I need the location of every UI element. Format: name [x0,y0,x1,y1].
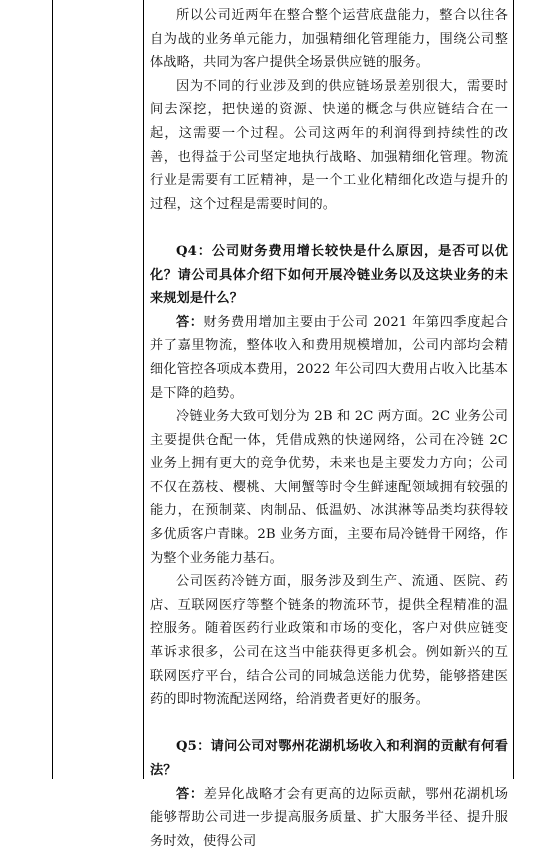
answer-label: 答： [176,786,204,802]
spacer [150,216,508,240]
answer-q4 [150,311,508,405]
table-column-divider [143,0,144,779]
paragraph: 公司医药冷链方面，服务涉及到生产、流通、医院、药店、互联网医疗等整个链条的物流环节，提供全程精准的温控服务。随着医药行业政策和市场的变化，客户对供应链变革诉求很多，公司在这当中能获得更多机会。例如新兴的互联网医疗平台，结合公司的同城急送能力优势，能够搭建医药的即时物流配送网络，给消费者更好的服务。 [150,574,508,708]
answer-text: 差异化战略才会有更高的边际贡献，鄂州花湖机场能够帮助公司进一步提高服务质量、扩大服务半径、提升服务时效，使得公司 [150,786,508,849]
paragraph: 因为不同的行业涉及到的供应链场景差别很大，需要时间去深挖，把快递的资源、快递的概念与供应链结合在一起，这需要一个过程。公司这两年的利润得到持续性的改善，也得益于公司坚定地执行战略、加强精细化管理。物流行业是需要有工匠精神，是一个工业化精细化改造与提升的过程，这个过程是需要时间的。 [150,78,508,212]
spacer [150,712,508,736]
question-q4: Q4：公司财务费用增长较快是什么原因，是否可以优化？请公司具体介绍下如何开展冷链业务以及这块业务的未来规划是什么？ [150,243,508,307]
answer-cell [150,4,508,853]
paragraph: 冷链业务大致可划分为 2B 和 2C 两方面。2C 业务公司主要提供仓配一体，凭借成熟的快递网络，公司在冷链 2C 业务上拥有更大的竞争优势，未来也是主要发力方向；公司不仅在荔枝、樱桃、大闸蟹等时令生鲜速配领域拥有较强的能力，在预制菜、肉制品、低温奶、冰淇淋等品类均获得较多优质客户青睐。2B 业务方面，主要布局冷链骨干网络，作为整个业务能力基石。 [150,409,508,566]
answer-q5 [150,783,508,853]
question-q5: Q5：请问公司对鄂州花湖机场收入和利润的贡献有何看法？ [150,739,508,778]
answer-label: 答： [176,314,204,330]
paragraph: 所以公司近两年在整合整个运营底盘能力，整合以往各自为战的业务单元能力，加强精细化管理能力，围绕公司整体战略，共同为客户提供全场景供应链的服务。 [150,8,508,71]
answer-text: 财务费用增加主要由于公司 2021 年第四季度起合并了嘉里物流，整体收入和费用规模增加，公司内部均会精细化管控各项成本费用，2022 年公司四大费用占收入比基本是下降的趋势。 [150,314,508,401]
